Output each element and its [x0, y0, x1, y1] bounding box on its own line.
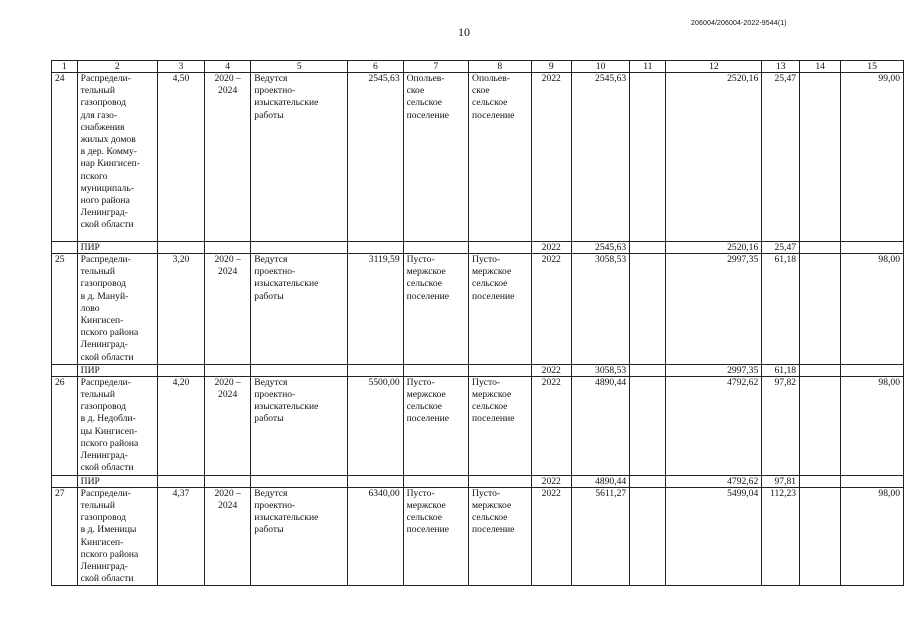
estimated-cost: 6340,00: [348, 487, 403, 586]
pir-label: ПИР: [77, 475, 157, 487]
pir-regional: 2520,16: [666, 242, 762, 254]
pir-label: ПИР: [77, 364, 157, 376]
empty-cell: [403, 475, 468, 487]
empty-cell: [251, 364, 348, 376]
data-table: [51, 60, 904, 586]
empty-cell: [800, 364, 841, 376]
column-header: 7: [403, 61, 468, 73]
empty-cell: [205, 242, 251, 254]
col-14-value: [800, 487, 841, 586]
empty-cell: [52, 475, 78, 487]
pir-row: [52, 364, 904, 376]
row-number: 27: [52, 487, 78, 586]
local-amount: 112,23: [762, 487, 800, 586]
empty-cell: [469, 242, 532, 254]
object-name: Распредели- тельный газопровод в д. Мануй- лово Кингисеп- пского района Ленинград- ской области: [77, 254, 157, 365]
empty-cell: [157, 242, 204, 254]
length-km: 4,50: [157, 73, 204, 242]
column-header: 4: [205, 61, 251, 73]
column-header: 12: [666, 61, 762, 73]
empty-cell: [800, 475, 841, 487]
pir-year: 2022: [531, 364, 571, 376]
settlement: Пусто- мержское сельское поселение: [469, 376, 532, 475]
object-name: Распредели- тельный газопровод в д. Именицы Кингисеп- пского района Ленинград- ской области: [77, 487, 157, 586]
pir-row: [52, 475, 904, 487]
settlement: Пусто- мержское сельское поселение: [403, 254, 468, 365]
total-amount: 4890,44: [571, 376, 629, 475]
column-header: 15: [841, 61, 904, 73]
document-id: 206004/206004-2022-9544(1): [691, 20, 787, 27]
settlement: Пусто- мержское сельское поселение: [469, 487, 532, 586]
regional-amount: 2997,35: [666, 254, 762, 365]
col-11-value: [630, 73, 666, 242]
empty-cell: [469, 364, 532, 376]
empty-cell: [205, 475, 251, 487]
column-header-row: [52, 61, 904, 73]
object-name: Распредели- тельный газопровод для газо- снабжения жилых домов в дер. Комму- нар Кингисеп- пского муниципаль- ного района Ленинград- ской области: [77, 73, 157, 242]
length-km: 4,37: [157, 487, 204, 586]
length-km: 4,20: [157, 376, 204, 475]
empty-cell: [52, 364, 78, 376]
empty-cell: [469, 475, 532, 487]
regional-amount: 5499,04: [666, 487, 762, 586]
column-header: 5: [251, 61, 348, 73]
col-14-value: [800, 376, 841, 475]
year: 2022: [531, 376, 571, 475]
col-11-value: [630, 254, 666, 365]
table-row: [52, 376, 904, 475]
empty-cell: [348, 475, 403, 487]
regional-amount: 4792,62: [666, 376, 762, 475]
column-header: 14: [800, 61, 841, 73]
col-14-value: [800, 73, 841, 242]
row-number: 26: [52, 376, 78, 475]
settlement: Пусто- мержское сельское поселение: [403, 376, 468, 475]
pir-regional: 4792,62: [666, 475, 762, 487]
year: 2022: [531, 73, 571, 242]
row-number: 25: [52, 254, 78, 365]
col-11-value: [630, 376, 666, 475]
empty-cell: [157, 475, 204, 487]
column-header: 1: [52, 61, 78, 73]
empty-cell: [205, 364, 251, 376]
column-header: 13: [762, 61, 800, 73]
settlement: Опольев- ское сельское поселение: [403, 73, 468, 242]
empty-cell: [841, 242, 904, 254]
empty-cell: [800, 242, 841, 254]
year: 2022: [531, 487, 571, 586]
status: Ведутся проектно- изыскательские работы: [251, 73, 348, 242]
share-percent: 98,00: [841, 487, 904, 586]
pir-total: 4890,44: [571, 475, 629, 487]
pir-local: 25,47: [762, 242, 800, 254]
pir-total: 3058,53: [571, 364, 629, 376]
share-percent: 98,00: [841, 376, 904, 475]
share-percent: 98,00: [841, 254, 904, 365]
pir-year: 2022: [531, 475, 571, 487]
settlement: Пусто- мержское сельское поселение: [469, 254, 532, 365]
pir-local: 61,18: [762, 364, 800, 376]
total-amount: 3058,53: [571, 254, 629, 365]
table-row: [52, 73, 904, 242]
empty-cell: [348, 364, 403, 376]
empty-cell: [403, 242, 468, 254]
column-header: 8: [469, 61, 532, 73]
period: 2020 – 2024: [205, 73, 251, 242]
settlement: Опольев- ское сельское поселение: [469, 73, 532, 242]
period: 2020 – 2024: [205, 254, 251, 365]
column-header: 10: [571, 61, 629, 73]
pir-local: 97,81: [762, 475, 800, 487]
total-amount: 2545,63: [571, 73, 629, 242]
column-header: 6: [348, 61, 403, 73]
empty-cell: [630, 364, 666, 376]
empty-cell: [157, 364, 204, 376]
empty-cell: [841, 475, 904, 487]
empty-cell: [403, 364, 468, 376]
empty-cell: [630, 475, 666, 487]
local-amount: 97,82: [762, 376, 800, 475]
col-14-value: [800, 254, 841, 365]
empty-cell: [630, 242, 666, 254]
empty-cell: [251, 475, 348, 487]
pir-total: 2545,63: [571, 242, 629, 254]
pir-label: ПИР: [77, 242, 157, 254]
row-number: 24: [52, 73, 78, 242]
object-name: Распредели- тельный газопровод в д. Недобли- цы Кингисеп- пского района Ленинград- ской области: [77, 376, 157, 475]
pir-year: 2022: [531, 242, 571, 254]
empty-cell: [52, 242, 78, 254]
share-percent: 99,00: [841, 73, 904, 242]
column-header: 2: [77, 61, 157, 73]
table-row: [52, 487, 904, 586]
status: Ведутся проектно- изыскательские работы: [251, 376, 348, 475]
estimated-cost: 2545,63: [348, 73, 403, 242]
column-header: 3: [157, 61, 204, 73]
period: 2020 – 2024: [205, 376, 251, 475]
table-row: [52, 254, 904, 365]
estimated-cost: 3119,59: [348, 254, 403, 365]
total-amount: 5611,27: [571, 487, 629, 586]
empty-cell: [841, 364, 904, 376]
estimated-cost: 5500,00: [348, 376, 403, 475]
year: 2022: [531, 254, 571, 365]
status: Ведутся проектно- изыскательские работы: [251, 487, 348, 586]
empty-cell: [251, 242, 348, 254]
period: 2020 – 2024: [205, 487, 251, 586]
column-header: 11: [630, 61, 666, 73]
column-header: 9: [531, 61, 571, 73]
pir-row: [52, 242, 904, 254]
pir-regional: 2997,35: [666, 364, 762, 376]
col-11-value: [630, 487, 666, 586]
regional-amount: 2520,16: [666, 73, 762, 242]
length-km: 3,20: [157, 254, 204, 365]
local-amount: 25,47: [762, 73, 800, 242]
empty-cell: [348, 242, 403, 254]
status: Ведутся проектно- изыскательские работы: [251, 254, 348, 365]
settlement: Пусто- мержское сельское поселение: [403, 487, 468, 586]
page-number: 10: [458, 25, 470, 39]
local-amount: 61,18: [762, 254, 800, 365]
